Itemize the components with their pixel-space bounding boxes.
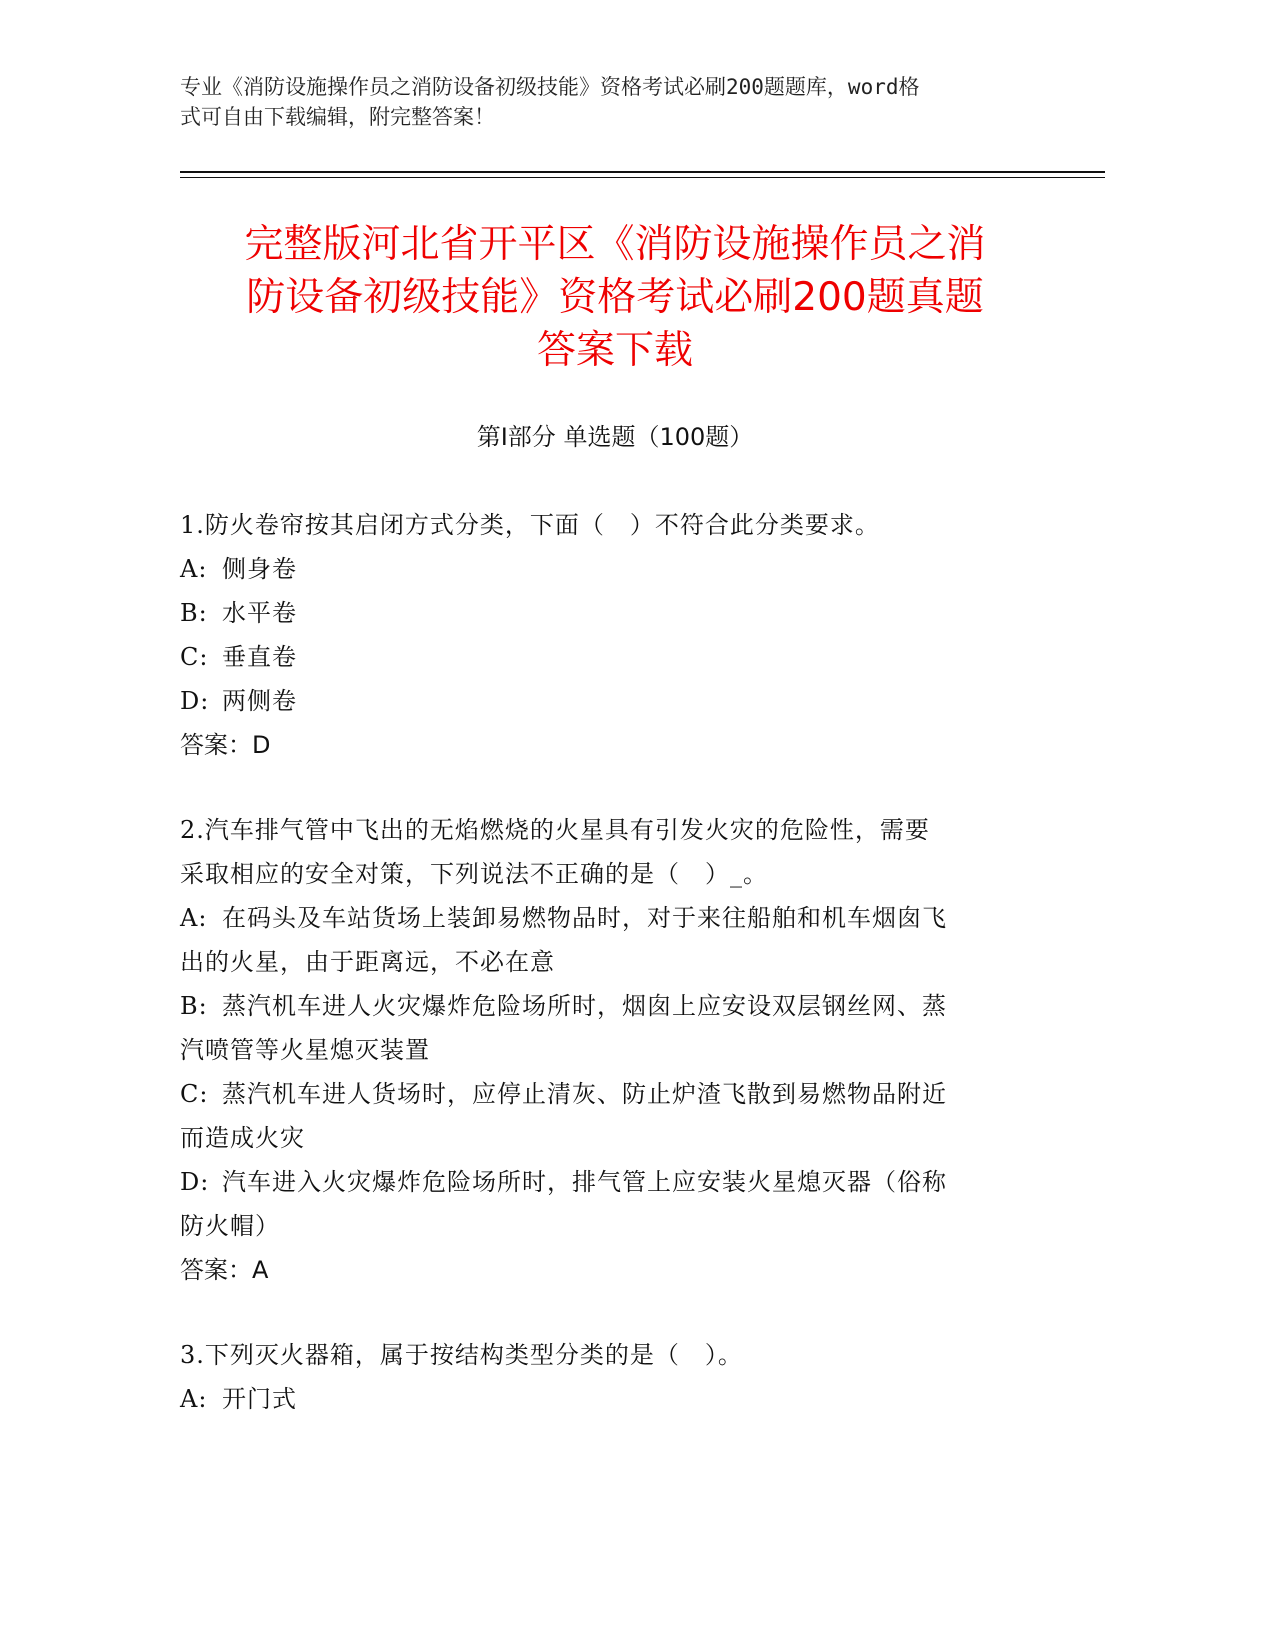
header-note-line-2: 式可自由下载编辑，附完整答案！ [180, 105, 495, 129]
option-text-continued: 防火帽） [180, 1212, 280, 1240]
option-a [180, 547, 1040, 591]
question-3 [180, 1333, 1040, 1421]
header-divider-thin [180, 177, 1105, 178]
option-text: 两侧卷 [222, 687, 297, 715]
option-text: 蒸汽机车进人火灾爆炸危险场所时，烟囱上应安设双层钢丝网、蒸 [222, 992, 947, 1020]
header-note [180, 72, 1040, 132]
option-d [180, 679, 1040, 723]
title-line-3: 答案下载 [536, 328, 693, 373]
question-text-line: 2.汽车排气管中飞出的无焰燃烧的火星具有引发火灾的危险性，需要 [180, 816, 930, 844]
question-list [180, 503, 1040, 1462]
option-label: C: [180, 643, 209, 671]
option-text: 垂直卷 [222, 643, 297, 671]
question-1 [180, 503, 1040, 767]
option-label: D: [180, 687, 210, 715]
option-text: 开门式 [222, 1385, 297, 1413]
option-text: 蒸汽机车进人货场时，应停止清灰、防止炉渣飞散到易燃物品附近 [222, 1080, 947, 1108]
option-label: B: [180, 599, 208, 627]
header-note-line-1: 专业《消防设施操作员之消防设备初级技能》资格考试必刷200题题库，word格 [180, 75, 920, 99]
option-label: D: [180, 1168, 210, 1196]
option-text: 水平卷 [222, 599, 297, 627]
title-line-1: 完整版河北省开平区《消防设施操作员之消 [244, 222, 986, 267]
question-text-line: 3.下列灭火器箱，属于按结构类型分类的是（ ）。 [180, 1341, 743, 1369]
answer-text: 答案：A [180, 1256, 269, 1284]
title-line-2: 防设备初级技能》资格考试必刷200题真题 [246, 275, 984, 320]
option-text-continued: 而造成火灾 [180, 1124, 305, 1152]
option-c [180, 635, 1040, 679]
question-text-line: 1.防火卷帘按其启闭方式分类，下面（ ）不符合此分类要求。 [180, 511, 880, 539]
option-d [180, 1160, 1040, 1248]
option-text-continued: 出的火星，由于距离远，不必在意 [180, 948, 555, 976]
section-heading: 第Ⅰ部分 单选题（100题） [476, 423, 754, 451]
option-text: 汽车进入火灾爆炸危险场所时，排气管上应安装火星熄灭器（俗称 [222, 1168, 947, 1196]
option-b [180, 984, 1040, 1072]
option-label: C: [180, 1080, 209, 1108]
option-label: A: [180, 1385, 208, 1413]
option-text: 在码头及车站货场上装卸易燃物品时，对于来往船舶和机车烟囱飞 [222, 904, 947, 932]
option-c [180, 1072, 1040, 1160]
question-text-line: 采取相应的安全对策，下列说法不正确的是（ ）_。 [180, 860, 768, 888]
option-text-continued: 汽喷管等火星熄灭装置 [180, 1036, 430, 1064]
option-b [180, 591, 1040, 635]
option-a [180, 896, 1040, 984]
header-divider-thick [180, 171, 1105, 173]
option-a [180, 1377, 1040, 1421]
option-label: B: [180, 992, 208, 1020]
question-2 [180, 808, 1040, 1292]
answer-text: 答案：D [180, 731, 271, 759]
option-label: A: [180, 904, 208, 932]
document-title [180, 218, 1050, 377]
option-label: A: [180, 555, 208, 583]
option-text: 侧身卷 [222, 555, 297, 583]
